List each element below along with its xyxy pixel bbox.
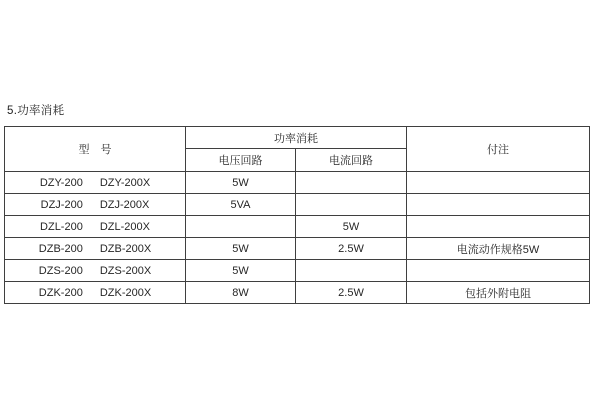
model-cell: [5, 216, 186, 238]
model-name: DZY-200: [39, 176, 83, 189]
note-cell: [407, 216, 590, 238]
current-cell: 2.5W: [296, 282, 407, 304]
table-header-row-top: [5, 127, 590, 149]
note-cell: [407, 260, 590, 282]
model-name-x: DZK-200X: [99, 286, 152, 299]
model-name: DZB-200: [38, 242, 83, 255]
header-notes: 付注: [407, 127, 590, 172]
header-current-circuit: 电流回路: [296, 149, 407, 172]
header-voltage-circuit: 电压回路: [186, 149, 296, 172]
table-row-dzl: [5, 216, 590, 238]
table-row-dzb: [5, 238, 590, 260]
note-cell: [407, 194, 590, 216]
model-cell: [5, 194, 186, 216]
current-cell: [296, 260, 407, 282]
voltage-cell: 5W: [186, 260, 296, 282]
model-name: DZK-200: [38, 286, 83, 299]
voltage-cell: 5W: [186, 238, 296, 260]
model-cell: [5, 282, 186, 304]
model-cell: [5, 172, 186, 194]
table-row-dzs: [5, 260, 590, 282]
note-cell: [407, 172, 590, 194]
header-power-consumption: 功率消耗: [186, 127, 407, 149]
model-name-x: DZJ-200X: [99, 198, 150, 211]
current-cell: [296, 194, 407, 216]
table-row-dzk: [5, 282, 590, 304]
current-cell: 5W: [296, 216, 407, 238]
model-name-x: DZB-200X: [99, 242, 152, 255]
note-cell: 包括外附电阻: [407, 282, 590, 304]
model-cell: [5, 260, 186, 282]
voltage-cell: 5VA: [186, 194, 296, 216]
note-cell: 电流动作规格5W: [407, 238, 590, 260]
table-row-dzy: [5, 172, 590, 194]
model-name: DZJ-200: [40, 198, 83, 211]
power-consumption-table: [4, 126, 590, 304]
voltage-cell: [186, 216, 296, 238]
model-name-x: DZY-200X: [99, 176, 151, 189]
current-cell: [296, 172, 407, 194]
model-cell: [5, 238, 186, 260]
model-name-x: DZL-200X: [99, 220, 150, 233]
current-cell: 2.5W: [296, 238, 407, 260]
section-title: 5.功率消耗: [7, 105, 65, 117]
model-name-x: DZS-200X: [99, 264, 152, 277]
voltage-cell: 5W: [186, 172, 296, 194]
header-model: 型 号: [5, 127, 186, 172]
model-name: DZS-200: [38, 264, 83, 277]
table-row-dzj: [5, 194, 590, 216]
voltage-cell: 8W: [186, 282, 296, 304]
model-name: DZL-200: [40, 220, 83, 233]
